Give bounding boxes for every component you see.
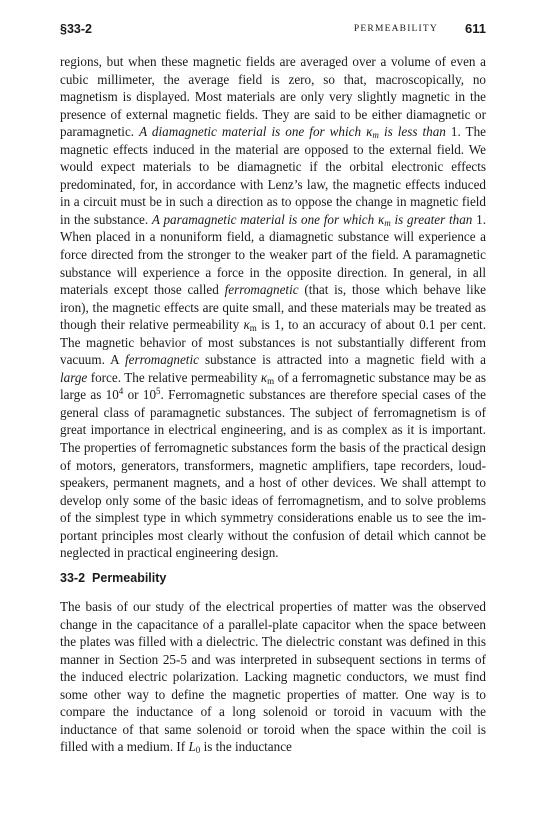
header-section-number: §33-2 [60,22,92,36]
definition-diamagnetic: A diamagnetic material is one for which $\kappa_m$ is less than [139,124,451,141]
header-chapter-title: PERMEABILITY [353,24,438,34]
page-number: 611 [465,21,486,36]
paragraph-permeability-intro: The basis of our study of the electrical properties of matter was the observed change in the capacitance of a parallel-plate capacitor when the space between the plates was filled with a dielectric. The dielectric constant was defined in this manner in Section 25-5 and was interpreted in subsequent sections in terms of the induced electric polarization. Lacking magnetic conductors, we must find some other way to define the magnetic properties of matter. One way is to compare the inductance of a long solenoid or toroid in vacuum with the inductance of that same solenoid or toroid when the space within the coil is filled with a medium. If $L_0$ is the inductance [60,599,486,756]
running-head [60,20,486,40]
emphasis-large: large [60,369,88,385]
term-ferromagnetic: ferromagnetic [124,352,199,368]
paragraph-magnetic-materials: regions, but when these magnetic fields are averaged over a volume of even a cubic millimeter, the average field is zero, so that, macroscopically, no magnetism is displayed. Most materials are only very slightly magnetic in the presence of external magnetic fields. They are said to be either diamagnetic or paramagnetic. A diamagnetic material is one for which $\kappa_m$ is less than 1. The magnetic effects induced in the material are opposed to the external field. We would expect materials to be diamagnetic if the orbital electronic effects predominated, for, in accordance with Lenz’s law, the magnetic effects induced in a circuit must be in such a direction as to oppose the change in magnetic field in the substance. A paramagnetic material is one for which $\kappa_m$ is greater than 1. When placed in a nonuniform field, a diamagnetic substance will experience a force directed from the stronger to the weaker part of the field. A paramagnetic substance will experience a force in the opposite direction. In general, in all materials except those called ferromagnetic (that is, those which behave like iron), the magnetic effects are quite small, and these materials may be treated as though their relative permeability $\kappa_m$ is 1, to an accuracy of about 0.1 per cent. The magnetic behavior of most substances is not substantially different from vacuum. A ferromagnetic substance is attracted into a magnetic field with a large force. The relative permeability $\kappa_m$ of a ferromagnetic substance may be as large as $10^4$ or $10^5$. Ferromagnetic substances are therefore special cases of the general class of paramagnetic substances. The subject of ferromagnetism is of great importance in electrical engineering, and is as complex as it is important. The properties of ferromagnetic substances form the basis of the practical design of motors, generators, transformers, magnetic amplifiers, tape recorders, loud-speakers, permanent magnets, and a host of other devices. We shall attempt to develop only some of the basic ideas of ferromagnetism, and to solve problems of the simplest type in which symmetry considerations enable us to see the important principles most clearly without the confusion of detail which cannot be neglected in practical engineering design. [60,54,486,561]
definition-paramagnetic: A paramagnetic material is one for which $\kappa_m$ is greater than [151,211,477,228]
section-heading [60,571,166,585]
section-number: 33-2 [60,571,86,585]
section-title: Permeability [92,571,167,585]
term-ferromagnetic: ferromagnetic [224,282,299,298]
